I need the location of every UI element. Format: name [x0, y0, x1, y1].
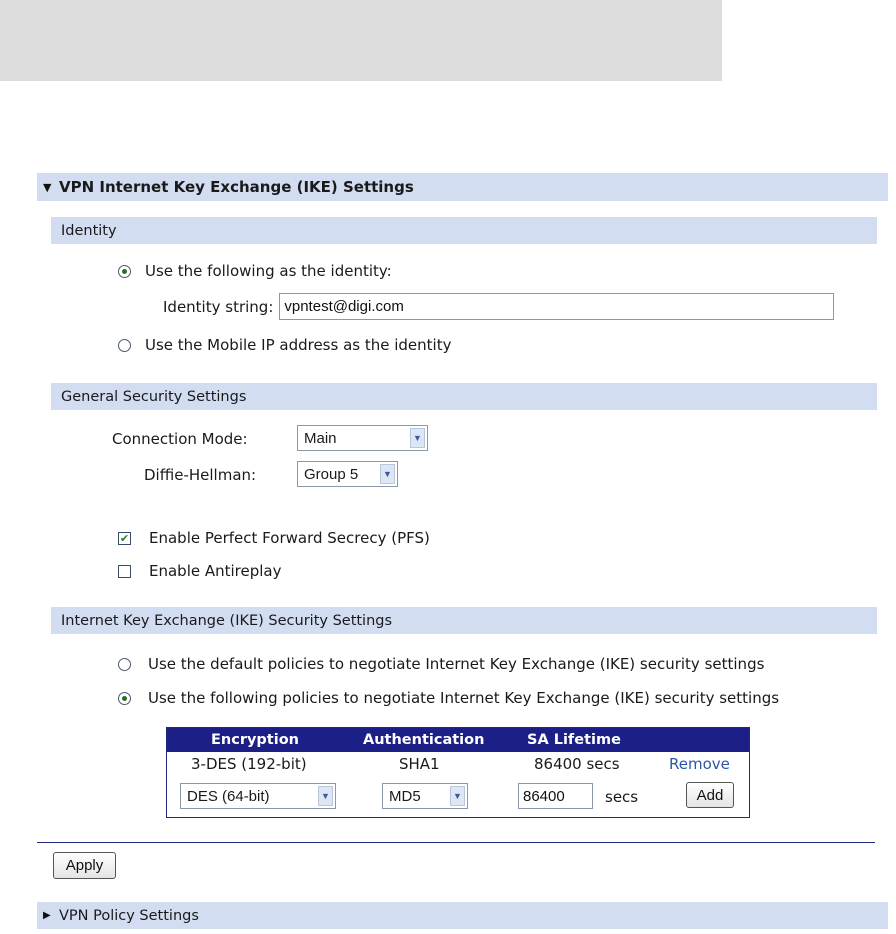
chevron-down-icon[interactable]: ▼ — [410, 428, 425, 448]
chevron-down-icon[interactable]: ▼ — [318, 786, 333, 806]
chevron-down-icon[interactable]: ▼ — [380, 464, 395, 484]
new-lifetime-value: 86400 — [523, 787, 565, 805]
header-encryption: Encryption — [211, 732, 299, 748]
add-button[interactable]: Add — [686, 782, 734, 808]
identity-following-radio[interactable] — [118, 265, 131, 278]
chevron-down-icon[interactable]: ▼ — [450, 786, 465, 806]
new-encryption-select[interactable] — [180, 783, 336, 809]
policy-section-title: VPN Policy Settings — [59, 907, 199, 924]
remove-link[interactable]: Remove — [669, 755, 730, 773]
new-authentication-select[interactable] — [382, 783, 468, 809]
ike-default-label: Use the default policies to negotiate Internet Key Exchange (IKE) security settings — [148, 655, 765, 673]
pfs-option[interactable] — [118, 527, 430, 549]
header-authentication: Authentication — [363, 732, 485, 748]
connection-mode-label: Connection Mode: — [112, 430, 248, 448]
connection-mode-label-row — [112, 427, 248, 451]
identity-option-following[interactable] — [118, 260, 392, 282]
ike-policy-table — [166, 727, 750, 818]
table-new-row — [167, 776, 749, 816]
caret-right-icon: ▶ — [43, 910, 51, 921]
ike-section-header[interactable] — [37, 173, 888, 201]
new-lifetime-unit: secs — [605, 788, 639, 806]
ike-following-policies-option[interactable] — [118, 687, 779, 709]
new-lifetime-input[interactable] — [518, 783, 593, 809]
caret-down-icon: ▼ — [43, 180, 52, 194]
table-header-row — [167, 728, 749, 752]
dh-value: Group 5 — [304, 465, 359, 483]
ike-security-subheader-label: Internet Key Exchange (IKE) Security Settings — [61, 612, 393, 629]
identity-following-label: Use the following as the identity: — [145, 262, 392, 280]
ike-security-subheader — [51, 607, 877, 634]
header-sa-lifetime: SA Lifetime — [527, 732, 621, 748]
identity-string-label: Identity string: — [163, 297, 274, 316]
row-encryption: 3-DES (192-bit) — [191, 755, 307, 773]
new-encryption-value: DES (64-bit) — [187, 787, 270, 805]
identity-subheader — [51, 217, 877, 244]
ike-default-policies-option[interactable] — [118, 653, 764, 675]
policy-section-header[interactable] — [37, 902, 888, 929]
new-authentication-value: MD5 — [389, 787, 421, 805]
identity-mobile-radio[interactable] — [118, 339, 131, 352]
antireplay-label: Enable Antireplay — [149, 562, 282, 580]
general-security-subheader — [51, 383, 877, 410]
antireplay-checkbox[interactable] — [118, 565, 131, 578]
connection-mode-value: Main — [304, 429, 337, 447]
dh-label-row — [144, 463, 256, 487]
identity-string-row — [163, 293, 834, 320]
pfs-checkbox[interactable]: ✔ — [119, 531, 130, 545]
identity-string-input[interactable] — [279, 293, 834, 320]
identity-string-value: vpntest@digi.com — [284, 298, 404, 315]
table-row — [167, 752, 749, 776]
identity-subheader-label: Identity — [61, 222, 117, 239]
ike-following-label: Use the following policies to negotiate Internet Key Exchange (IKE) security settings — [148, 689, 780, 707]
connection-mode-select[interactable] — [297, 425, 428, 451]
dh-label: Diffie-Hellman: — [144, 466, 257, 484]
antireplay-option[interactable] — [118, 560, 282, 582]
pfs-label: Enable Perfect Forward Secrecy (PFS) — [149, 529, 430, 547]
general-security-subheader-label: General Security Settings — [61, 388, 247, 405]
top-banner — [0, 0, 722, 81]
identity-option-mobile[interactable] — [118, 334, 451, 356]
row-lifetime: 86400 secs — [534, 755, 620, 773]
ike-following-radio[interactable] — [118, 692, 131, 705]
row-authentication: SHA1 — [399, 755, 440, 773]
identity-mobile-label: Use the Mobile IP address as the identity — [145, 336, 452, 354]
apply-button[interactable]: Apply — [53, 852, 116, 879]
ike-section-title: VPN Internet Key Exchange (IKE) Settings — [59, 178, 414, 196]
ike-default-radio[interactable] — [118, 658, 131, 671]
divider — [37, 842, 875, 843]
dh-select[interactable] — [297, 461, 398, 487]
